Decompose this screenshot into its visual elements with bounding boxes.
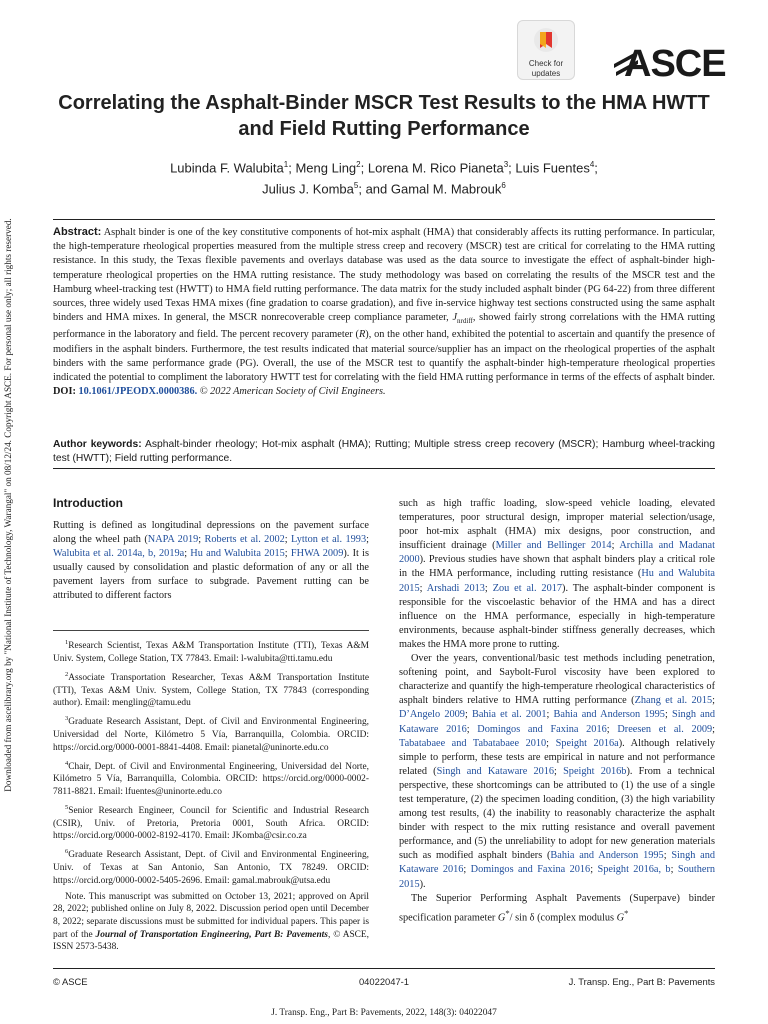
citation-link[interactable]: Domingos and Faxina 2016 <box>477 723 607 735</box>
citation-link[interactable]: FHWA 2009 <box>290 548 344 560</box>
author-list: Lubinda F. Walubita$^1$; Meng Ling$^2$; Lorena M. Rico Pianeta$^3$; Luis Fuentes$^4$; Julius J. Komba$^5$; and Gamal M. Mabrouk$^6$ <box>170 160 598 197</box>
intro-paragraph: Rutting is defined as longitudinal depressions on the pavement surface along the wheel path (NAPA 2019; Roberts et al. 2002; Lytton et al. 1993; Walubita et al. 2014a, b, 2019a; Hu and Walubita 2015; FHWA 2009). It is usually caused by consolidation and plastic deformation of any or all the pavement layers from surface to subgrade. Pavement rutting can be attributed to different factors <box>53 520 370 602</box>
intro-right-column <box>399 497 715 925</box>
citation-link[interactable]: Tabatabaee and Tabatabaee 2010 <box>399 737 547 749</box>
footnote: $^1$Research Scientist, Texas A&M Transportation Institute (TTI), Texas A&M Univ. System, College Station, TX 77843. Email: l-walubita@tti.tamu.edu <box>53 639 369 664</box>
abstract: Abstract: Asphalt binder is one of the key constitutive components of hot-mix asphalt (HMA) that considerably affects its rutting performance. In particular, the high-temperature rheological properties measured from the multiple stress creep and recovery (MSCR) test are critical for correlating to the HMA rutting resistance. In this study, the Texas flexible pavements and overlays database was used as the data source to investigate the effect of asphalt-binder high-temperature rheological properties on the HMA rutting resistance. The study methodology was based on correlating the results of the MSCR test and the Hamburg wheel-tracking test (HWTT) to HMA field rutting performance. The data matrix for the study included asphalt binder (PG 64-22) from three different sources, three widely used Texas HMA mixes (fine gradation to coarse gradation), and five in-service highway test sections constructed using the same asphalt binders and HMA mixes. In general, the MSCR nonrecoverable creep compliance parameter, $J_{nrdiff}$, showed fairly strong correlations with the HMA rutting performance in the laboratory and field. The percent recovery parameter (R), on the other hand, exhibited the potential to ascertain and quantify the presence of modifiers in the asphalt binders. Furthermore, the test results indicated that material source/supplier has an impact on the rheological properties of the asphalt binders with the same performance grade (PG). Overall, the use of the MSCR test to quantify the asphalt-binder high-temperature rheological properties indicated the potential to compliment the laboratory HWTT test for correlating with the field HMA rutting performance in terms of the effects of asphalt binder. DOI: 10.1061/JPEODX.0000386. © 2022 American Society of Civil Engineers. <box>53 226 716 398</box>
citation-link[interactable]: Bahia et al. 2001 <box>471 709 547 721</box>
author-name: Luis Fuentes <box>515 160 590 176</box>
keywords-heading: Author keywords: <box>53 439 142 450</box>
author-name: Lubinda F. Walubita <box>170 160 284 176</box>
abstract-bottom-rule <box>53 468 715 469</box>
footer-page-id: 04022047-1 <box>358 976 410 987</box>
footer-rule <box>53 968 715 969</box>
citation-link[interactable]: D’Angelo 2009 <box>399 709 465 721</box>
citation-link[interactable]: Bahia and Anderson 1995 <box>550 850 664 862</box>
check-for-updates-line2: updates <box>531 69 561 78</box>
citation-link[interactable]: Speight 2016b <box>563 765 627 777</box>
footer-copyright: © ASCE <box>53 976 88 987</box>
paragraph: Over the years, conventional/basic test methods including penetration, softening point, and Saybolt-Furol viscosity have been explored to characterize and quantify the high-temperature rheological characteristics of asphalt binders relative to HMA rutting performance (Zhang et al. 2015; D’Angelo 2009; Bahia et al. 2001; Bahia and Anderson 1995; Singh and Kataware 2016; Domingos and Faxina 2016; Dreesen et al. 2009; Tabatabaee and Tabatabaee 2010; Speight 2016a). Although relatively simple to perform, these tests are empirical in nature and not performance related (Singh and Kataware 2016; Speight 2016b). From a technical perspective, these shortcomings can be attributed to (1) the use of a single test temperature, (2) the specimen loading condition, (3) the high variability among test results, (4) the inability to reasonably characterize the asphalt binder with respect to the mix rutting resistance and overall pavement performance, and (5) the unreliability to adopt for new generation materials such as modified asphalt binders (Bahia and Anderson 1995; Singh and Kataware 2016; Domingos and Faxina 2016; Speight 2016a, b; Southern 2015). <box>399 653 716 890</box>
asce-logo-text: ASCE <box>624 43 726 85</box>
author-name: Lorena M. Rico Pianeta <box>367 160 504 176</box>
copyright-line: © 2022 American Society of Civil Engineers. <box>199 386 386 398</box>
citation-link[interactable]: Arshadi 2013 <box>426 582 485 594</box>
author-name: Julius J. Komba <box>262 181 354 197</box>
footnote-rule <box>53 630 369 631</box>
paragraph: such as high traffic loading, slow-speed vehicle loading, elevated temperatures, poor structural design, improper material selection/usage, poor hot-mix asphalt (HMA) mix designs, poor construction, and insufficient drainage (Miller and Bellinger 2014; Archilla and Madanat 2000). Previous studies have shown that asphalt binders play a critical role in the HMA performance, including rutting resistance (Hu and Walubita 2015; Arshadi 2013; Zou et al. 2017). The asphalt-binder component is responsible for the viscoelastic behavior of the HMA and has a direct influence on the HMA performance, especially in high-temperature environments, because asphalt-binder stiffness generally decreases, which makes the HMA more prone to rutting. <box>399 498 716 650</box>
footnote: $^3$Graduate Research Assistant, Dept. of Civil and Environmental Engineering, Universidad del Norte, Kilómetro 5 Vía, Barranquilla, Colombia. ORCID: https://orcid.org/0000-0001-8841-4408. Email: pianetal@uninorte.edu.co <box>53 715 369 753</box>
bookmark-icon <box>533 27 559 53</box>
footnote: $^2$Associate Transportation Researcher, Texas A&M Transportation Institute (TTI), Texas A&M Univ. System, College Station, TX 77843 (corresponding author). Email: mengling@tamu.edu <box>53 670 369 709</box>
citation-footer: J. Transp. Eng., Part B: Pavements, 2022, 148(3): 04022047 <box>271 1008 497 1018</box>
doi-link[interactable]: 10.1061/JPEODX.0000386. <box>78 386 198 398</box>
citation-link[interactable]: Hu and Walubita 2015 <box>190 548 285 560</box>
citation-link[interactable]: Archilla and Madanat 2000 <box>399 540 715 566</box>
citation-link[interactable]: Lytton et al. 1993 <box>291 534 367 546</box>
citation-link[interactable]: Singh and Kataware 2016 <box>436 765 555 777</box>
citation-link[interactable]: Zou et al. 2017 <box>492 582 563 594</box>
citation-link[interactable]: Roberts et al. 2002 <box>204 534 285 546</box>
citation-link[interactable]: Miller and Bellinger 2014 <box>495 540 612 552</box>
check-for-updates-badge[interactable] <box>517 20 575 80</box>
manuscript-note: Note. This manuscript was submitted on October 13, 2021; approved on April 28, 2022; published online on July 8, 2022. Discussion period open until December 8, 2022; separate discussions must be submitted for individual papers. This paper is part of the Journal of Transportation Engineering, Part B: Pavements, © ASCE, ISSN 2573-5438. <box>53 891 369 953</box>
paper-title: Correlating the Asphalt-Binder MSCR Test Results to the HMA HWTT and Field Rutting Performance <box>58 92 710 140</box>
citation-link[interactable]: Singh and Kataware 2016 <box>399 709 716 735</box>
asce-logo <box>614 34 732 86</box>
footnotes <box>53 637 369 957</box>
author-name: Gamal M. Mabrouk <box>390 181 502 197</box>
download-watermark-text: Downloaded from ascelibrary.org by "National Institute of Technology, Warangal" on 08/12/24. Copyright ASCE. For personal use only; all rights reserved. <box>3 218 13 792</box>
citation-link[interactable]: Domingos and Faxina 2016 <box>470 864 591 876</box>
citation-link[interactable]: Walubita et al. 2014a, b, 2019a <box>53 548 185 560</box>
citation-link[interactable]: Dreesen et al. 2009 <box>617 723 713 735</box>
footnote: $^6$Graduate Research Assistant, Dept. of Civil and Environmental Engineering, Univ. of Texas at San Antonio, San Antonio, TX 78249. ORCID: https://orcid.org/0000-0002-5405-2696. Email: gamal.mabrouk@utsa.edu <box>53 848 369 886</box>
paragraph: The Superior Performing Asphalt Pavements (Superpave) binder specification parameter G*/ sin δ (complex modulus G* <box>399 892 715 924</box>
abstract-top-rule <box>53 219 715 220</box>
footnote: $^4$Chair, Dept. of Civil and Environmental Engineering, Universidad del Norte, Kilómetro 5 Vía, Barranquilla, Colombia. ORCID: https://orcid.org/0000-0002-7811-8821. Email: lfuentes@uninorte.edu.co <box>53 759 369 797</box>
citation-link[interactable]: Speight 2016a, b <box>597 864 671 876</box>
citation-link[interactable]: Hu and Walubita 2015 <box>399 568 716 594</box>
abstract-heading: Abstract: <box>53 226 102 238</box>
citation-link[interactable]: Speight 2016a <box>555 737 619 749</box>
citation-link[interactable]: Bahia and Anderson 1995 <box>553 709 665 721</box>
footer-journal: J. Transp. Eng., Part B: Pavements <box>568 976 715 987</box>
citation-link[interactable]: Zhang et al. 2015 <box>634 695 713 707</box>
citation-link[interactable]: Singh and Kataware 2016 <box>399 850 716 876</box>
check-for-updates-line1: Check for <box>528 59 564 68</box>
download-watermark <box>0 185 16 825</box>
section-heading-introduction: Introduction <box>53 496 123 510</box>
author-keywords: Author keywords: Asphalt-binder rheology; Hot-mix asphalt (HMA); Rutting; Multiple stress creep recovery (MSCR); Hamburg wheel-tracking test (HWTT); Field rutting performance. <box>53 439 715 465</box>
author-name: Meng Ling <box>295 160 357 176</box>
citation-link[interactable]: NAPA 2019 <box>147 534 199 546</box>
citation-link[interactable]: Southern 2015 <box>399 864 716 890</box>
footnote: $^5$Senior Research Engineer, Council for Scientific and Industrial Research (CSIR), Univ. of Pretoria, Pretoria 0001, South Africa. ORCID: https://orcid.org/0000-0002-8192-4170. Email: JKomba@csir.co.za <box>53 804 369 842</box>
